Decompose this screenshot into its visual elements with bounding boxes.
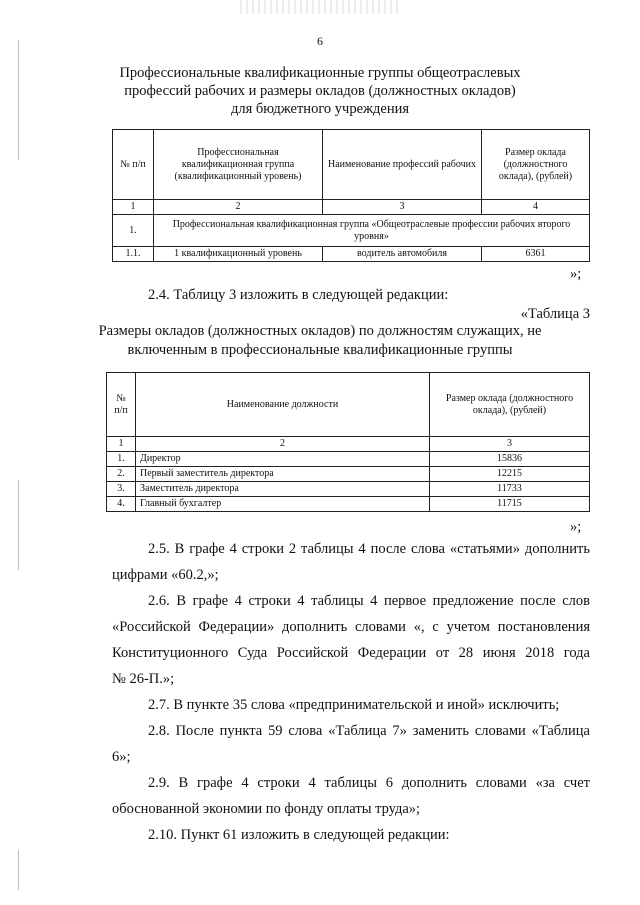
group-num: 1.: [113, 215, 154, 247]
col-number: 2: [154, 200, 323, 215]
header-profession: Наименование профессий рабочих: [323, 130, 482, 200]
header-salary: Размер оклада (должностного оклада), (рублей): [482, 130, 590, 200]
paragraph-2-5-line1: 2.5. В графе 4 строки 2 таблицы 4 после слова «статьями» дополнить: [148, 541, 590, 557]
paragraph-2-6-line1: 2.6. В графе 4 строки 4 таблицы 4 первое предложение после слов: [148, 593, 590, 609]
table-row: [107, 467, 590, 482]
table1-title-line1: Профессиональные квалификационные группы общеотраслевых: [119, 65, 521, 81]
row-profession: водитель автомобиля: [323, 247, 482, 262]
table-row: [107, 482, 590, 497]
scan-edge-line: [18, 40, 19, 160]
paragraph-2-9-line1: 2.9. В графе 4 строки 4 таблицы 6 дополнить словами «за счет: [148, 775, 590, 791]
paragraph-2-9-line2: обоснованной экономии по фонду оплаты труда»;: [112, 801, 421, 817]
row-position: Главный бухгалтер: [136, 497, 430, 512]
table-row: [107, 452, 590, 467]
header-position: Наименование должности: [136, 373, 430, 437]
scan-edge-line: [18, 480, 19, 570]
paragraph-2-8-line1: 2.8. После пункта 59 слова «Таблица 7» заменить словами «Таблица: [148, 723, 590, 739]
col-number: 1: [113, 200, 154, 215]
row-level: 1 квалификационный уровень: [154, 247, 323, 262]
table3-title-line2: включенным в профессиональные квалификационные группы: [127, 342, 513, 358]
col-number: 3: [323, 200, 482, 215]
row-num: 3.: [107, 482, 136, 497]
header-group: Профессиональная квалификационная группа (квалификационный уровень): [154, 130, 323, 200]
row-num: 2.: [107, 467, 136, 482]
row-num: 4.: [107, 497, 136, 512]
table-row: [107, 497, 590, 512]
row-salary: 15836: [430, 452, 590, 467]
paragraph-2-6-line3: Конституционного Суда Российской Федерации от 28 июня 2018 года: [112, 645, 590, 661]
row-salary: 11715: [430, 497, 590, 512]
scan-edge-line: [18, 850, 19, 890]
col-number: 4: [482, 200, 590, 215]
row-num: 1.1.: [113, 247, 154, 262]
table3-label: «Таблица 3: [520, 306, 590, 322]
paragraph-2-5-line2: цифрами «60.2,»;: [112, 567, 219, 583]
table3-title-line1: Размеры окладов (должностных окладов) по должностям служащих, не: [98, 323, 542, 339]
table-number-row: [107, 437, 590, 452]
table-professions: [112, 129, 590, 262]
header-num: № п/п: [107, 373, 136, 437]
table-positions: [106, 372, 590, 512]
table3-closing: »;: [570, 519, 582, 535]
row-position: Заместитель директора: [136, 482, 430, 497]
table1-closing: »;: [570, 266, 582, 282]
paragraph-2-6-line2: «Российской Федерации» дополнить словами «, с учетом постановления: [112, 619, 590, 635]
row-position: Директор: [136, 452, 430, 467]
scan-noise: [240, 0, 400, 14]
col-number: 3: [430, 437, 590, 452]
table1-title-line2: профессий рабочих и размеры окладов (должностных окладов): [124, 83, 516, 99]
row-salary: 6361: [482, 247, 590, 262]
paragraph-2-4: 2.4. Таблицу 3 изложить в следующей редакции:: [148, 287, 449, 303]
col-number: 1: [107, 437, 136, 452]
table1-title-line3: для бюджетного учреждения: [230, 101, 410, 117]
table-number-row: [113, 200, 590, 215]
group-text: Профессиональная квалификационная группа «Общеотраслевые профессии рабочих второго уровня»: [154, 215, 590, 247]
row-salary: 12215: [430, 467, 590, 482]
row-salary: 11733: [430, 482, 590, 497]
table-row: [113, 247, 590, 262]
row-num: 1.: [107, 452, 136, 467]
table-header-row: [113, 130, 590, 200]
header-salary: Размер оклада (должностного оклада), (рублей): [430, 373, 590, 437]
row-position: Первый заместитель директора: [136, 467, 430, 482]
paragraph-2-7: 2.7. В пункте 35 слова «предпринимательской и иной» исключить;: [148, 697, 560, 713]
table-group-row: [113, 215, 590, 247]
paragraph-2-10: 2.10. Пункт 61 изложить в следующей редакции:: [148, 827, 450, 843]
col-number: 2: [136, 437, 430, 452]
header-num: № п/п: [113, 130, 154, 200]
page-number: 6: [317, 34, 323, 48]
paragraph-2-8-line2: 6»;: [112, 749, 131, 765]
paragraph-2-6-line4: № 26-П.»;: [112, 671, 175, 687]
table-header-row: [107, 373, 590, 437]
